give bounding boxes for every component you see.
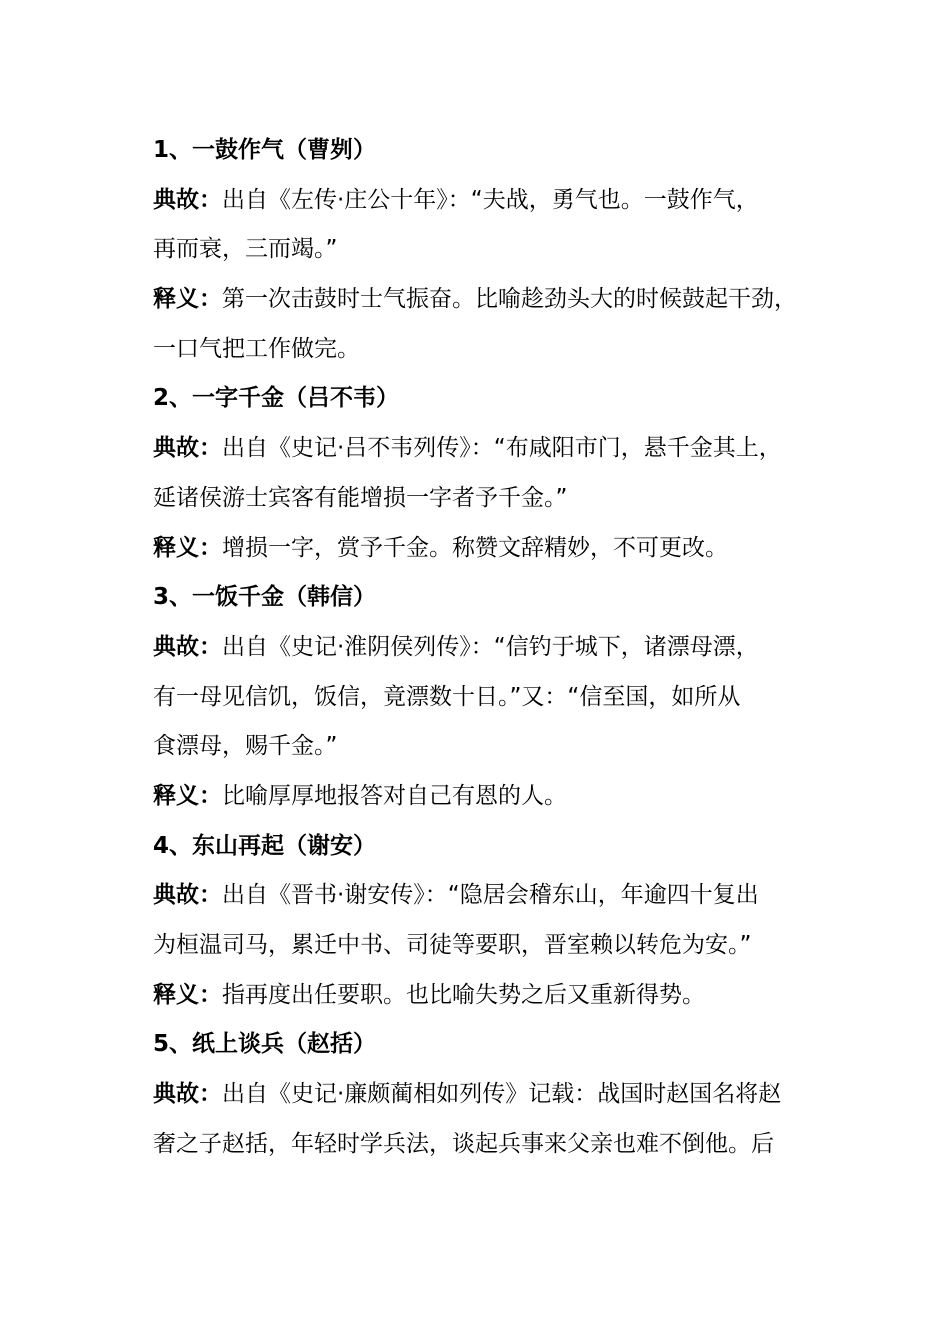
- entry-heading: 4、东山再起（谢安）: [153, 832, 377, 859]
- source-line: [153, 424, 840, 474]
- source-line: [153, 176, 840, 226]
- meaning-label: 释义：: [153, 534, 222, 561]
- meaning-label: 释义：: [153, 981, 222, 1008]
- source-label: 典故：: [153, 186, 222, 213]
- source-line: 再而衰，三而竭。”: [153, 236, 338, 263]
- meaning-line: [153, 524, 840, 574]
- source-line: 食漂母，赐千金。”: [153, 733, 338, 760]
- source-line: [153, 871, 840, 921]
- source-text: 出自《晋书·谢安传》：“隐居会稽东山，年逾四十复出: [222, 882, 759, 909]
- source-text: 出自《左传·庄公十年》：“夫战，勇气也。一鼓作气，: [222, 186, 759, 213]
- source-label: 典故：: [153, 882, 222, 909]
- meaning-label: 释义：: [153, 286, 222, 313]
- meaning-label: 释义：: [153, 782, 222, 809]
- meaning-text: 比喻厚厚地报答对自己有恩的人。: [222, 782, 567, 809]
- source-line: 为桓温司马，累迁中书、司徒等要职，晋室赖以转危为安。”: [153, 932, 752, 958]
- source-label: 典故：: [153, 435, 222, 462]
- entry-heading: 3、一饭千金（韩信）: [153, 584, 377, 611]
- meaning-text: 指再度出任要职。也比喻失势之后又重新得势。: [222, 981, 705, 1008]
- meaning-line: 一口气把工作做完。: [153, 335, 360, 362]
- entry-heading: 2、一字千金（吕不韦）: [153, 385, 400, 412]
- source-line: 有一母见信饥，饭信，竟漂数十日。”又：“信至国，如所从: [153, 683, 741, 710]
- entry-heading: 5、纸上谈兵（赵括）: [153, 1031, 377, 1058]
- meaning-line: [153, 772, 840, 822]
- source-line: [153, 1070, 840, 1120]
- meaning-line: [153, 971, 840, 1021]
- source-text: 出自《史记·廉颇蔺相如列传》记载：战国时赵国名将赵: [222, 1081, 782, 1108]
- meaning-line: [153, 275, 840, 325]
- source-label: 典故：: [153, 633, 222, 660]
- source-line: [153, 623, 840, 673]
- source-label: 典故：: [153, 1081, 222, 1108]
- meaning-text: 增损一字，赏予千金。称赞文辞精妙，不可更改。: [222, 534, 728, 561]
- source-text: 出自《史记·淮阴侯列传》：“信钓于城下，诸漂母漂，: [222, 633, 759, 660]
- source-line: 延诸侯游士宾客有能增损一字者予千金。”: [153, 484, 568, 511]
- source-line: 奢之子赵括，年轻时学兵法，谈起兵事来父亲也难不倒他。后: [153, 1130, 774, 1157]
- meaning-text: 第一次击鼓时士气振奋。比喻趁劲头大的时候鼓起干劲，: [222, 286, 797, 313]
- source-text: 出自《史记·吕不韦列传》：“布咸阳市门，悬千金其上，: [222, 435, 782, 462]
- entry-heading: 1、一鼓作气（曹刿）: [153, 137, 377, 163]
